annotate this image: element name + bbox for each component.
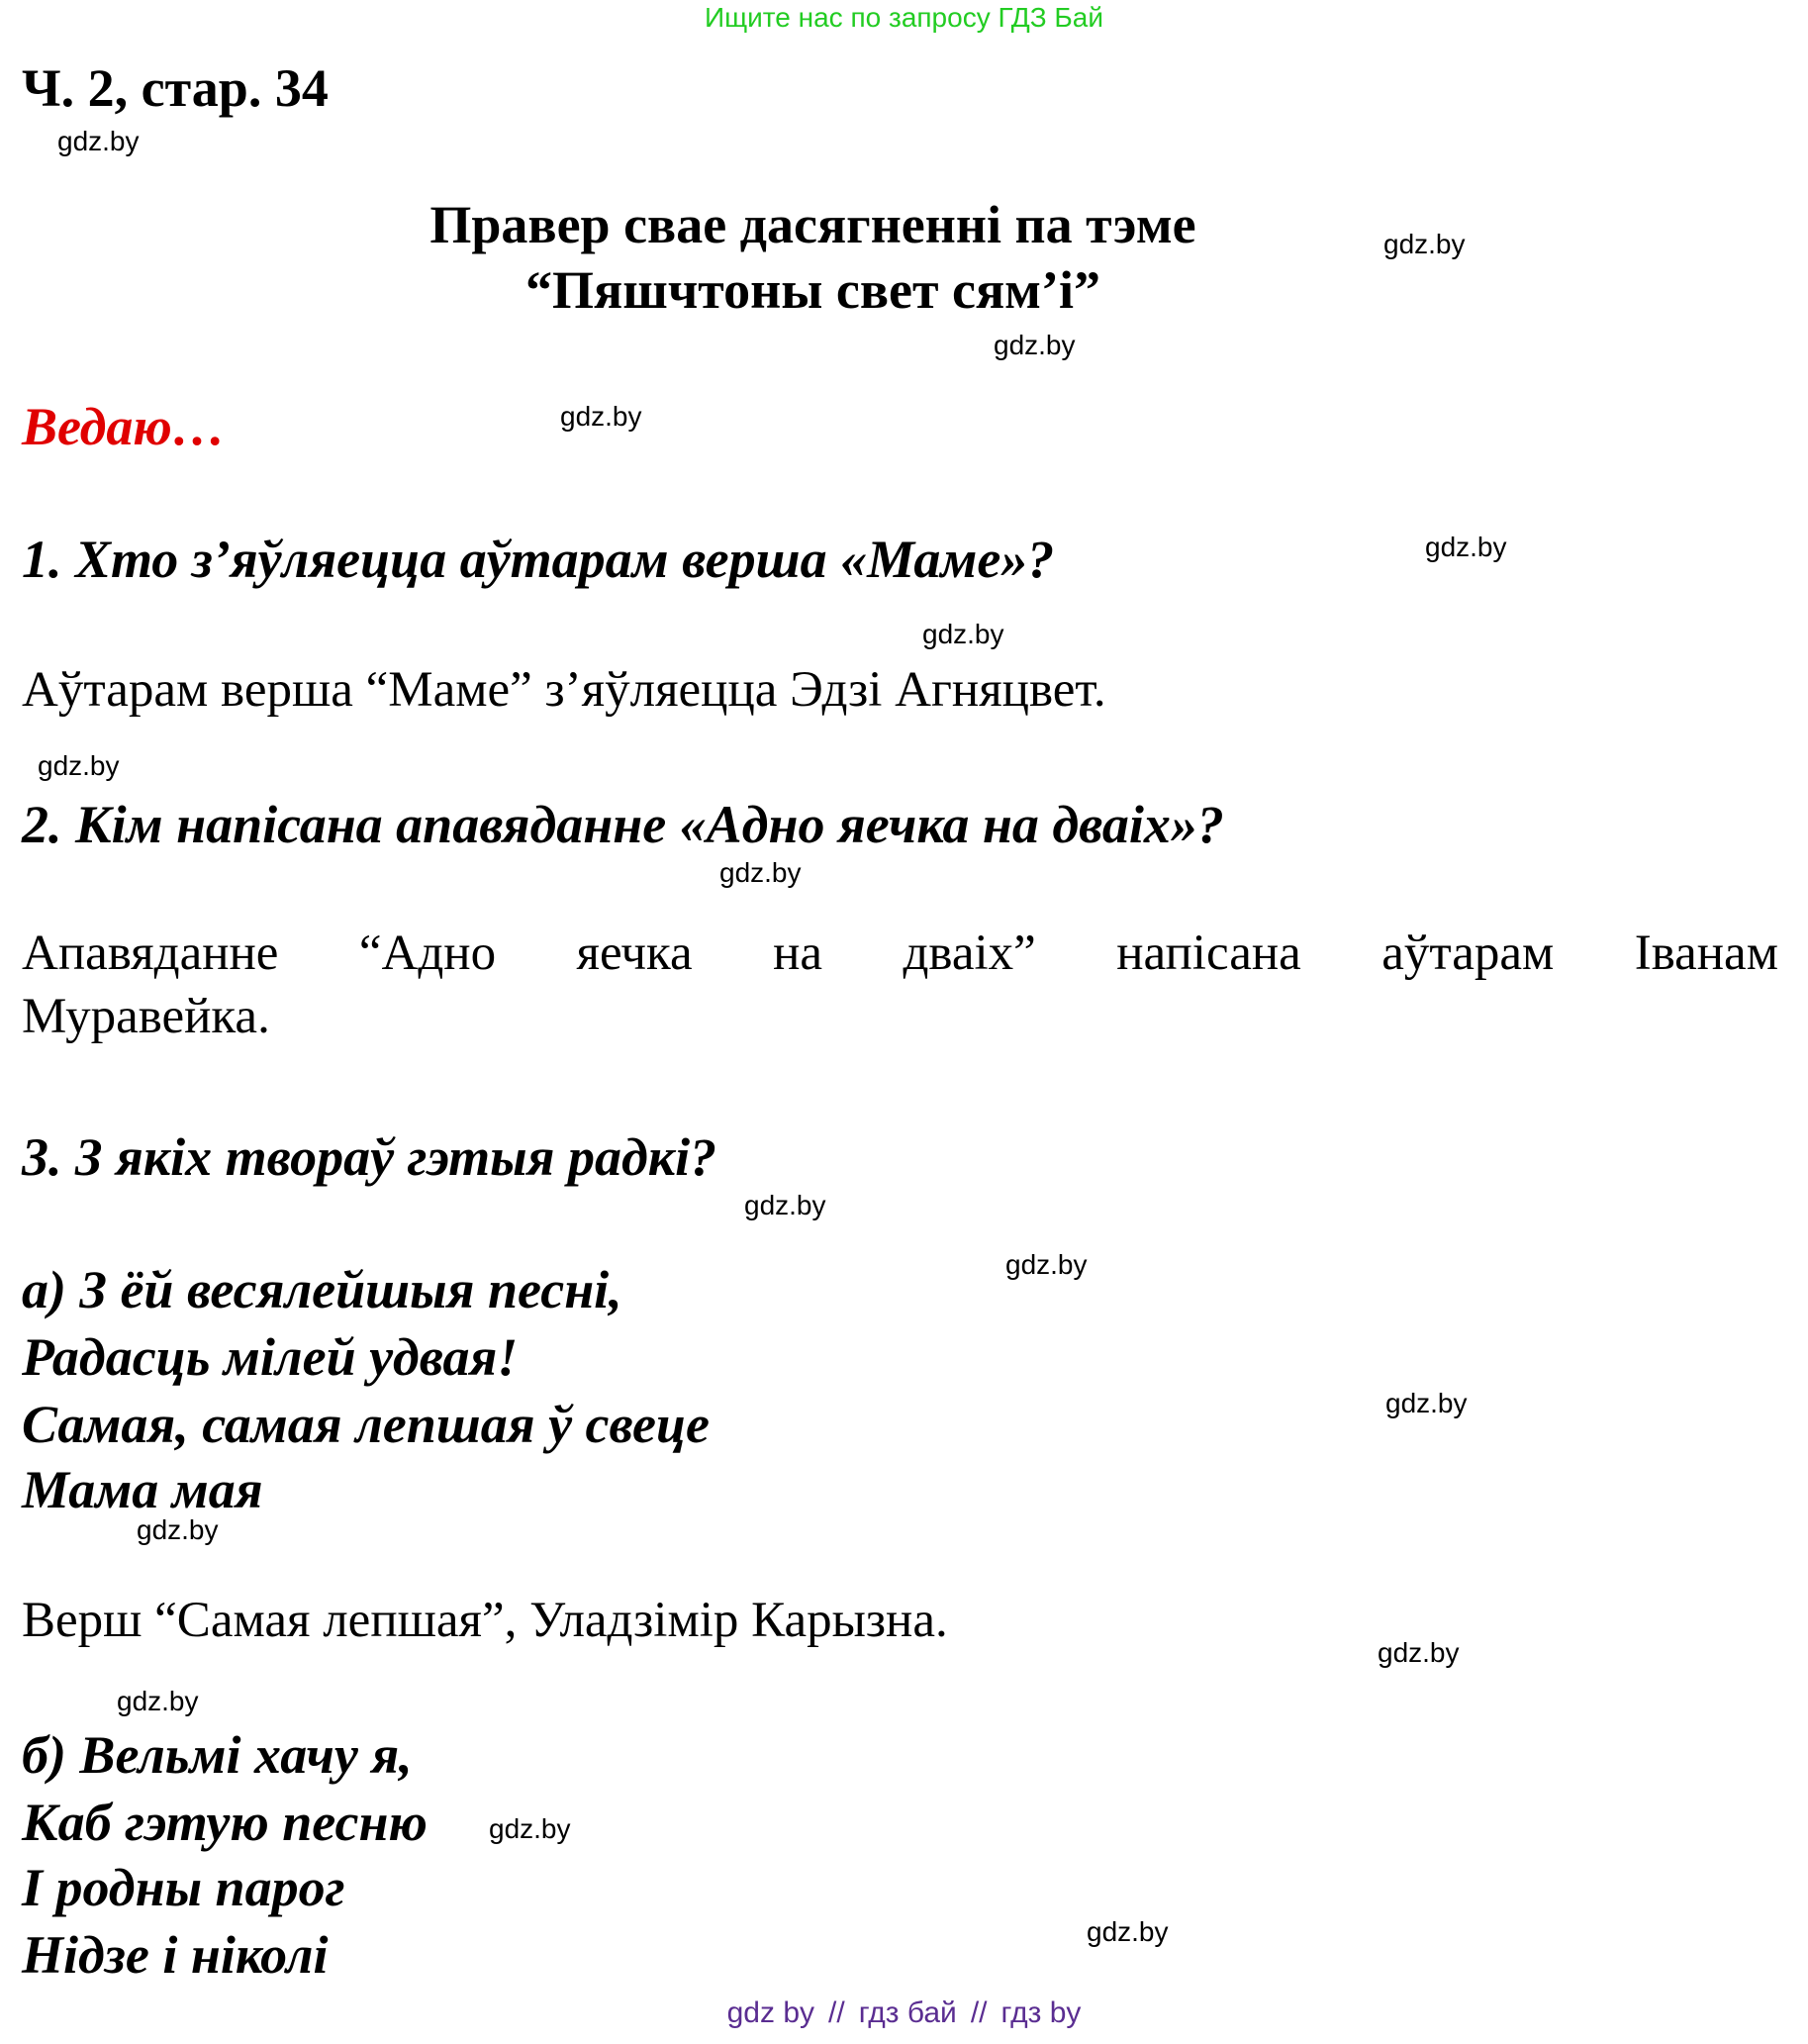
watermark: gdz.by bbox=[744, 1190, 826, 1220]
answer-2-line-2: Муравейка. bbox=[22, 989, 270, 1044]
watermark: gdz.by bbox=[719, 857, 802, 888]
answer-word: Іванам bbox=[1634, 925, 1778, 981]
question-3: 3. З якіх твораў гэтыя радкі? bbox=[22, 1127, 717, 1187]
answer-word: напісана bbox=[1116, 925, 1301, 981]
answer-word: Апавяданне bbox=[22, 925, 279, 981]
question-2: 2. Кім напісана апавяданне «Адно яечка на дваіх»? bbox=[22, 795, 1224, 854]
answer-word: аўтарам bbox=[1381, 925, 1555, 981]
poem-b-line-3: І родны парог bbox=[22, 1858, 345, 1917]
watermark: gdz.by bbox=[1383, 229, 1466, 259]
watermark: gdz.by bbox=[1425, 532, 1507, 562]
footer-link-gdz-bai[interactable]: гдз бай bbox=[858, 1996, 957, 2029]
watermark: gdz.by bbox=[922, 619, 1004, 649]
question-1: 1. Хто з’яўляецца аўтарам верша «Маме»? bbox=[22, 530, 1055, 589]
answer-2-line-1 bbox=[22, 925, 1778, 982]
watermark: gdz.by bbox=[1385, 1388, 1468, 1418]
section-label: Ведаю… bbox=[22, 397, 226, 456]
poem-a-line-2: Радасць мілей удвая! bbox=[22, 1327, 519, 1387]
answer-word: дваіх” bbox=[903, 925, 1036, 981]
watermark: gdz.by bbox=[1378, 1637, 1460, 1668]
answer-word: на bbox=[773, 925, 823, 981]
watermark: gdz.by bbox=[560, 401, 642, 432]
footer-link-gdz-by-cyr[interactable]: гдз by bbox=[1000, 1996, 1082, 2029]
watermark: gdz.by bbox=[994, 330, 1076, 360]
footer-separator: // bbox=[828, 1996, 845, 2029]
poem-a-line-3: Самая, самая лепшая ў свеце bbox=[22, 1395, 710, 1454]
watermark: gdz.by bbox=[489, 1813, 571, 1844]
watermark: gdz.by bbox=[137, 1514, 219, 1545]
footer-links bbox=[0, 1996, 1808, 2030]
search-banner: Ищите нас по запросу ГДЗ Бай bbox=[704, 2, 1104, 33]
poem-a-line-4: Мама мая bbox=[22, 1460, 263, 1519]
footer-link-gdz-by[interactable]: gdz by bbox=[726, 1996, 815, 2029]
poem-b-line-2: Каб гэтую песню bbox=[22, 1793, 428, 1852]
answer-3a: Верш “Самая лепшая”, Уладзімір Карызна. bbox=[22, 1593, 948, 1648]
answer-1: Аўтарам верша “Маме” з’яўляецца Эдзі Агняцвет. bbox=[22, 662, 1106, 718]
answer-2 bbox=[22, 925, 1778, 1045]
poem-b-line-4: Нідзе і ніколі bbox=[22, 1925, 329, 1985]
page-title-line-1: Правер свае дасягненні па тэме bbox=[429, 195, 1196, 254]
answer-word: “Адно bbox=[358, 925, 497, 981]
page-reference: Ч. 2, стар. 34 bbox=[22, 58, 329, 118]
answer-word: яечка bbox=[576, 925, 693, 981]
footer-separator: // bbox=[970, 1996, 988, 2029]
watermark: gdz.by bbox=[117, 1686, 199, 1716]
poem-a-line-1: а) З ёй весялейшыя песні, bbox=[22, 1260, 622, 1319]
watermark: gdz.by bbox=[1005, 1249, 1088, 1280]
watermark: gdz.by bbox=[1087, 1916, 1169, 1947]
watermark: gdz.by bbox=[38, 750, 120, 781]
page-title-line-2: “Пяшчтоны свет сям’і” bbox=[525, 260, 1100, 320]
watermark: gdz.by bbox=[57, 126, 140, 156]
poem-b-line-1: б) Вельмі хачу я, bbox=[22, 1725, 413, 1785]
